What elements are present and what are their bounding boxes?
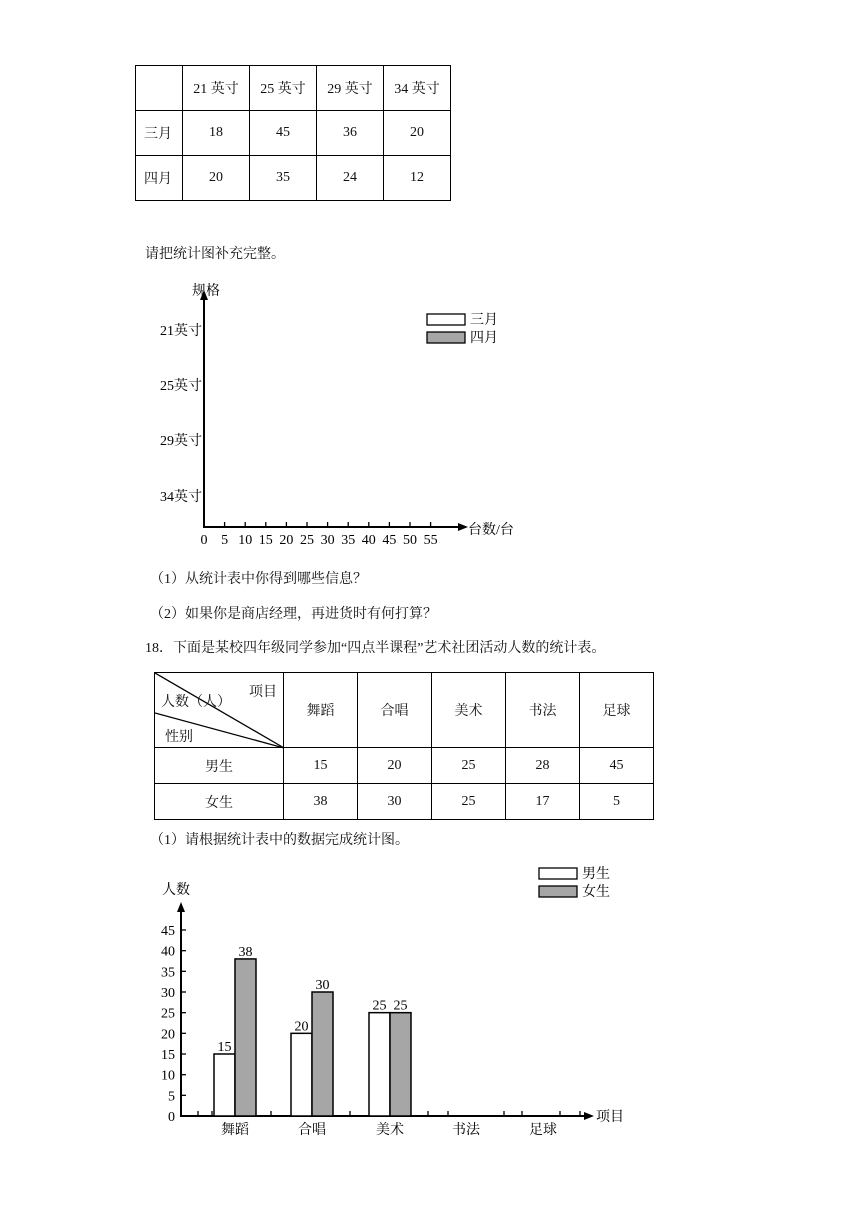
- table-row: [155, 748, 654, 784]
- y-category-label: 29英寸: [160, 434, 202, 449]
- y-tick-label: 30: [161, 986, 175, 1001]
- legend-swatch-march: [427, 314, 465, 325]
- legend-label-girls: 女生: [582, 885, 610, 900]
- problem-18-statement: 18．下面是某校四年级同学参加“四点半课程”艺术社团活动人数的统计表。: [145, 641, 606, 656]
- question-1: （1）从统计表中你得到哪些信息？: [150, 572, 367, 587]
- y-axis-title: 人数: [162, 883, 190, 898]
- x-tick-label: 35: [341, 533, 356, 548]
- table-header-cell: 21 英寸: [183, 66, 250, 111]
- x-tick-label: 30: [320, 533, 335, 548]
- table-cell: 28: [506, 748, 580, 784]
- table-cell: 5: [580, 784, 654, 820]
- x-tick-label: 0: [200, 533, 208, 548]
- table-row: [155, 784, 654, 820]
- x-tick-label: 10: [238, 533, 253, 548]
- bar-data-label: 25: [372, 998, 387, 1014]
- table-cell: 45: [580, 748, 654, 784]
- y-tick-label: 45: [161, 924, 175, 939]
- table-cell: 18: [183, 111, 250, 156]
- legend-label-april: 四月: [470, 331, 498, 346]
- x-tick-label: 45: [382, 533, 397, 548]
- x-tick-label: 5: [221, 533, 229, 548]
- table-header-cell: 足球: [580, 673, 654, 748]
- bar-girls: [312, 992, 333, 1116]
- x-category-label: 合唱: [298, 1123, 326, 1138]
- table-cell: 20: [183, 156, 250, 201]
- legend-swatch-boys: [539, 868, 577, 879]
- question-2: （2）如果你是商店经理，再进货时有何打算？: [150, 607, 437, 622]
- table-cell: 20: [358, 748, 432, 784]
- tv-sales-chart: [150, 278, 530, 548]
- table-header-cell: 合唱: [358, 673, 432, 748]
- x-category-label: 美术: [376, 1123, 404, 1138]
- table-cell: 25: [432, 748, 506, 784]
- bar-data-label: 38: [238, 944, 253, 960]
- table-row: [136, 156, 451, 201]
- y-category-label: 25英寸: [160, 379, 202, 394]
- table-row: [136, 111, 451, 156]
- table-cell: 12: [384, 156, 451, 201]
- row-label: 女生: [155, 784, 284, 820]
- y-tick-label: 5: [168, 1089, 175, 1105]
- y-axis-title: 规格: [192, 284, 220, 299]
- table-header-cell: 34 英寸: [384, 66, 451, 111]
- club-participation-chart: [150, 862, 640, 1147]
- legend-label-boys: 男生: [582, 867, 610, 882]
- bar-data-label: 15: [217, 1040, 232, 1055]
- row-label: 男生: [155, 748, 284, 784]
- table-header-cell: 舞蹈: [284, 673, 358, 748]
- bar-boys: [214, 1054, 235, 1116]
- table-cell: 30: [358, 784, 432, 820]
- legend-swatch-girls: [539, 886, 577, 897]
- bar-girls: [235, 959, 256, 1116]
- table-cell: 38: [284, 784, 358, 820]
- table-cell: 25: [432, 784, 506, 820]
- table-corner-cell: [136, 66, 183, 111]
- chart2-legend: [539, 865, 610, 900]
- y-tick-label: 20: [161, 1027, 175, 1043]
- bar-girls: [390, 1013, 411, 1116]
- table-header-cell: 书法: [506, 673, 580, 748]
- x-axis-title: 项目: [596, 1110, 624, 1125]
- chart1-axes: [200, 290, 468, 531]
- x-tick-label: 20: [279, 533, 294, 548]
- table-header-cell: 29 英寸: [317, 66, 384, 111]
- x-axis-title: 台数/台: [468, 523, 514, 538]
- x-tick-label: 40: [361, 533, 376, 548]
- table-diagonal-header: [155, 673, 284, 748]
- table-cell: 35: [250, 156, 317, 201]
- legend-label-march: 三月: [470, 313, 498, 328]
- legend-swatch-april: [427, 332, 465, 343]
- bar-boys: [291, 1033, 312, 1116]
- corner-label-count: 人数（人）: [161, 695, 231, 710]
- x-axis-arrow-icon: [584, 1112, 594, 1120]
- y-axis-arrow-icon: [177, 902, 185, 912]
- x-category-label: 书法: [452, 1123, 480, 1138]
- table-cell: 36: [317, 111, 384, 156]
- bar-boys: [369, 1013, 390, 1116]
- bar-data-label: 30: [315, 978, 330, 993]
- table-cell: 20: [384, 111, 451, 156]
- y-tick-label: 10: [161, 1068, 175, 1084]
- y-category-label: 21英寸: [160, 324, 202, 339]
- y-tick-label: 35: [161, 965, 175, 981]
- row-label: 四月: [136, 156, 183, 201]
- x-tick-label: 15: [258, 533, 273, 548]
- x-category-label: 舞蹈: [221, 1123, 249, 1138]
- corner-label-gender: 性别: [165, 730, 193, 745]
- club-participation-table: [154, 672, 654, 820]
- x-tick-label: 50: [403, 533, 417, 548]
- row-label: 三月: [136, 111, 183, 156]
- table-cell: 45: [250, 111, 317, 156]
- y-tick-label: 40: [161, 944, 175, 960]
- x-tick-label: 25: [300, 533, 314, 548]
- corner-label-project: 项目: [249, 685, 277, 700]
- tv-sales-table: [135, 65, 451, 201]
- chart1-legend: [427, 312, 498, 346]
- table-cell: 17: [506, 784, 580, 820]
- y-tick-label: 15: [161, 1048, 175, 1063]
- bar-data-label: 25: [393, 998, 408, 1014]
- x-tick-label: 55: [423, 533, 438, 548]
- x-axis-arrow-icon: [458, 523, 468, 531]
- table-cell: 24: [317, 156, 384, 201]
- table-header-cell: 25 英寸: [250, 66, 317, 111]
- instruction-text: 请把统计图补充完整。: [145, 247, 285, 262]
- table-header-cell: 美术: [432, 673, 506, 748]
- question-18-1: （1）请根据统计表中的数据完成统计图。: [150, 833, 409, 848]
- y-tick-label: 0: [168, 1110, 175, 1125]
- y-category-label: 34英寸: [160, 490, 202, 505]
- bar-data-label: 20: [294, 1019, 309, 1035]
- x-category-label: 足球: [529, 1123, 557, 1138]
- y-tick-label: 25: [161, 1006, 175, 1022]
- table-cell: 15: [284, 748, 358, 784]
